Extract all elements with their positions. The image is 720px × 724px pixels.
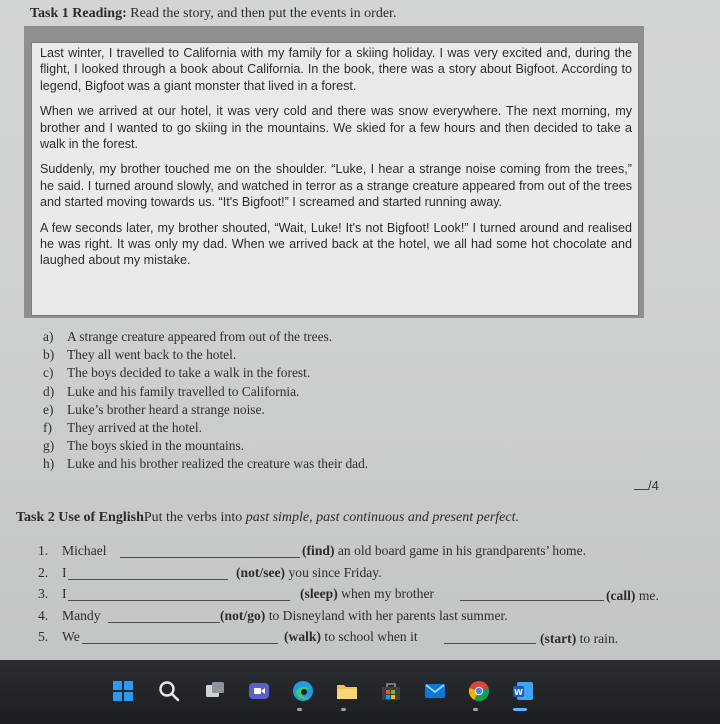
event-item xyxy=(43,383,368,401)
event-letter: b) xyxy=(43,347,55,363)
event-text: Luke and his brother realized the creature was their dad. xyxy=(67,456,369,472)
event-text: Luke’s brother heard a strange noise. xyxy=(67,401,265,417)
answer-blank[interactable] xyxy=(460,586,604,601)
events-list xyxy=(43,328,368,474)
exercise-item xyxy=(38,629,698,651)
exercise-verb-group xyxy=(236,565,382,581)
exercise-verb-group xyxy=(300,586,434,602)
mail-icon[interactable] xyxy=(424,680,446,702)
exercise-rest: to school when it xyxy=(321,629,418,644)
exercise-verb-group-2 xyxy=(540,631,618,647)
event-item xyxy=(43,346,368,364)
running-indicator xyxy=(473,708,478,711)
exercise-rest-2: to rain. xyxy=(576,631,619,646)
event-text: The boys decided to take a walk in the forest. xyxy=(67,365,311,381)
exercise-number: 5. xyxy=(38,629,49,644)
answer-blank[interactable] xyxy=(108,608,220,623)
chrome-browser-icon[interactable] xyxy=(468,680,490,702)
exercise-item xyxy=(38,565,698,587)
task1-title xyxy=(30,6,396,22)
answer-blank[interactable] xyxy=(68,586,290,601)
word-icon[interactable] xyxy=(512,680,534,702)
story-paragraph: Last winter, I travelled to California with my family for a skiing holiday. I was very excited and, during the flight, I looked through a book about California. In the book, there was a story about Bigfoot. According to legend, Bigfoot was a giant monster that lived in a forest. xyxy=(40,46,632,93)
svg-text:W: W xyxy=(514,688,523,697)
event-item xyxy=(43,455,368,473)
exercise-verb-group xyxy=(220,608,508,624)
exercise-subject: Michael xyxy=(62,543,107,558)
exercise-rest: an old board game in his grandparents’ home. xyxy=(334,543,587,558)
exercise-verb: (not/see) xyxy=(236,564,286,580)
running-indicator xyxy=(297,708,302,711)
event-letter: a) xyxy=(43,329,54,344)
story-paragraph: Suddenly, my brother touched me on the shoulder. “Luke, I hear a strange noise coming from the trees,” he said. I turned around slowly, and watched in terror as a strange creature appeared from out of the trees and started moving towards us. “It's Bigfoot!” I screamed and started running away. xyxy=(40,162,632,210)
story-paragraph: When we arrived at our hotel, it was very cold and there was snow everywhere. The next morning, my brother and I wanted to go skiing in the mountains. We skied for a few hours and then decided to take a walk in the forest. xyxy=(40,104,632,152)
exercise-rest: to Disneyland with her parents last summer. xyxy=(265,607,508,623)
exercise-item xyxy=(38,543,698,565)
exercise-verb-2: (start) xyxy=(540,631,577,646)
file-explorer-icon[interactable] xyxy=(336,680,358,702)
windows-start-icon[interactable] xyxy=(112,680,134,702)
score-blank xyxy=(634,489,648,490)
microsoft-store-icon[interactable] xyxy=(380,680,402,702)
task2-title-italic: past simple, past continuous and present perfect. xyxy=(245,510,519,525)
event-text: A strange creature appeared from out of the trees. xyxy=(67,329,333,344)
exercise-verb: (walk) xyxy=(284,629,322,644)
exercise-item xyxy=(38,608,698,630)
exercise-rest-2: me. xyxy=(635,588,659,603)
event-letter: g) xyxy=(43,438,55,454)
exercise-number: 1. xyxy=(38,543,49,558)
story-box xyxy=(31,42,639,316)
active-indicator xyxy=(513,708,527,711)
task1-score xyxy=(634,478,659,493)
exercise-subject: Mandy xyxy=(62,607,101,623)
exercise-item xyxy=(38,586,698,608)
answer-blank[interactable] xyxy=(68,565,228,580)
answer-blank[interactable] xyxy=(444,629,536,644)
exercise-verb-group xyxy=(284,629,418,645)
answer-blank[interactable] xyxy=(82,629,278,644)
meet-camera-icon[interactable] xyxy=(248,680,270,702)
windows-taskbar xyxy=(0,660,720,724)
event-text: The boys skied in the mountains. xyxy=(67,438,245,454)
event-letter: h) xyxy=(43,456,55,472)
exercise-number: 3. xyxy=(38,586,49,601)
event-item xyxy=(43,401,368,419)
exercise-verb: (find) xyxy=(302,543,335,558)
task2-title xyxy=(16,510,519,526)
task2-title-mid: Put the verbs into xyxy=(143,510,246,525)
event-letter: f) xyxy=(43,420,52,436)
event-item xyxy=(43,419,368,437)
exercise-subject: I xyxy=(62,586,67,601)
task-view-icon[interactable] xyxy=(204,680,226,702)
story-paragraph: A few seconds later, my brother shouted, “Wait, Luke! It's not Bigfoot! Look!” I turned around and realised he was right. It was only my dad. When we arrived back at the hotel, we all had some hot chocolate and laughed about my mistake. xyxy=(40,220,632,268)
event-text: They arrived at the hotel. xyxy=(67,420,202,436)
exercise-rest: you since Friday. xyxy=(285,564,382,580)
exercise-number: 4. xyxy=(38,607,49,623)
exercise-verb: (sleep) xyxy=(300,586,338,601)
exercise-subject: We xyxy=(62,629,80,644)
exercise-rest: when my brother xyxy=(337,586,435,601)
exercise-subject: I xyxy=(62,564,67,580)
event-text: They all went back to the hotel. xyxy=(67,347,237,363)
task2-title-bold: Task 2 Use of English xyxy=(16,510,144,525)
event-item xyxy=(43,437,368,455)
exercise-verb-group-2 xyxy=(606,588,659,604)
exercise-verb-2: (call) xyxy=(606,588,636,603)
score-total: /4 xyxy=(648,478,659,493)
event-letter: c) xyxy=(43,365,54,381)
event-letter: e) xyxy=(43,401,54,417)
event-item xyxy=(43,328,368,346)
task1-title-rest: Read the story, and then put the events in order. xyxy=(126,6,397,21)
edge-browser-icon[interactable] xyxy=(292,680,314,702)
event-text: Luke and his family travelled to California. xyxy=(67,383,300,399)
event-letter: d) xyxy=(43,383,55,399)
exercises-list xyxy=(38,543,698,651)
exercise-number: 2. xyxy=(38,564,49,580)
exercise-verb-group xyxy=(302,543,586,559)
event-item xyxy=(43,364,368,382)
exercise-verb: (not/go) xyxy=(220,607,266,623)
search-icon[interactable] xyxy=(158,680,180,702)
running-indicator xyxy=(341,708,346,711)
answer-blank[interactable] xyxy=(120,543,300,558)
task1-title-bold: Task 1 Reading: xyxy=(30,6,127,21)
